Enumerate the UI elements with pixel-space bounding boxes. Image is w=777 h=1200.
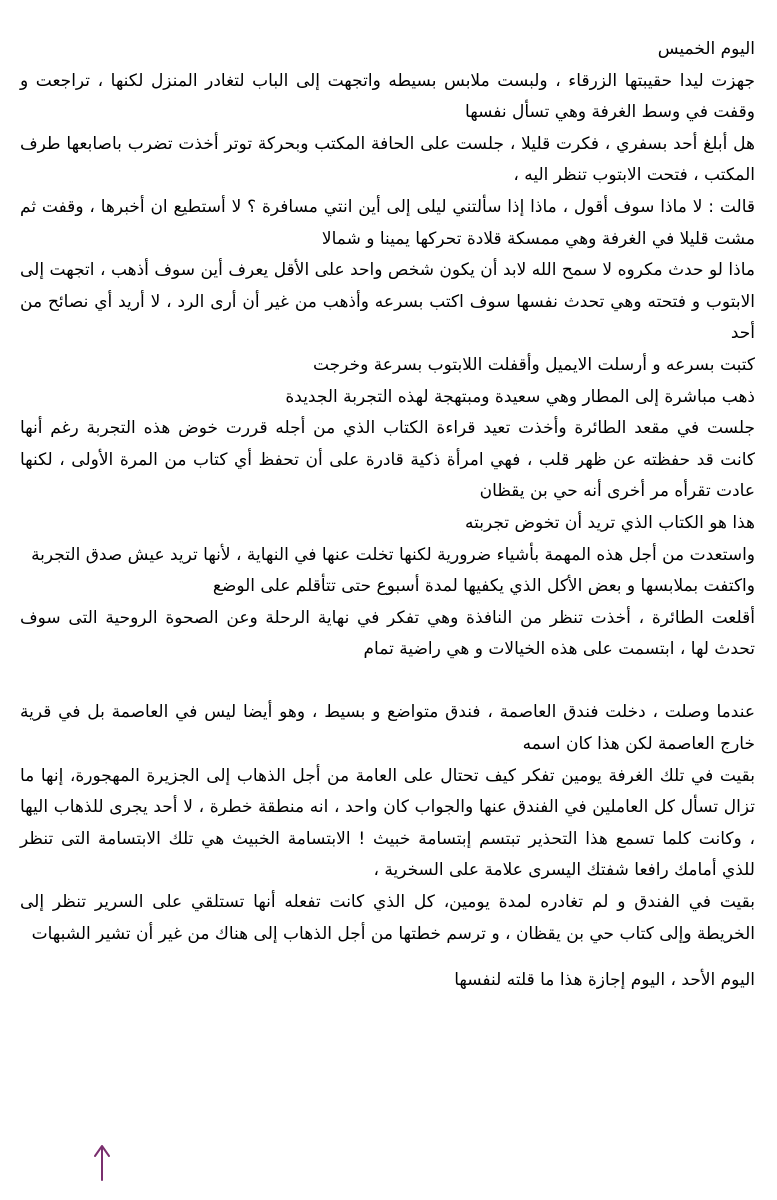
paragraph: ذهب مباشرة إلى المطار وهي سعيدة ومبتهجة لهذه التجربة الجديدة [285,386,755,407]
paragraph: قالت : لا ماذا سوف أقول ، ماذا إذا سألتني ليلى إلى أين انتي مسافرة ؟ لا أستطيع ان أخبرها ، وقفت ثم مشت قليلا في الغرفة وهي ممسكة قلادة تحركها يمينا و شمالا [20,196,755,249]
handwritten-arrow-icon [90,1142,114,1182]
paragraph: بقيت في تلك الغرفة يومين تفكر كيف تحتال على العامة من أجل الذهاب إلى الجزيرة المهجورة، إنها ما تزال تسأل كل العاملين في الفندق عنها والجواب كان واحد ، انه منطقة خطرة ، لا أحد يجرى للذهاب اليها ، وكانت كلما تسمع هذا التحذير تبتسم إبتسامة خبيث ! الابتسامة الخبيث هي تلك الابتسامة التى تنظر للذي أمامك رافعا شفتك اليسرى علامة على السخرية ، [20,765,755,881]
paragraph: واكتفت بملابسها و بعض الأكل الذي يكفيها لمدة أسبوع حتى تتأقلم على الوضع [212,576,755,597]
paragraph: أقلعت الطائرة ، أخذت تنظر من النافذة وهي تفكر في نهاية الرحلة وعن الصحوة الروحية التى سوف تحدث لها ، ابتسمت على هذه الخيالات و هي راضية تمام [20,607,755,660]
paragraph: بقيت في الفندق و لم تغادره لمدة يومين، كل الذي كانت تفعله أنها تستلقي على السرير تنظر إلى الخريطة وإلى كتاب حي بن يقظان ، و ترسم خطتها من أجل الذهاب إلى هناك من غير أن تشير الشبهات [20,892,755,944]
paragraph: عندما وصلت ، دخلت فندق العاصمة ، فندق متواضع و بسيط ، وهو أيضا ليس في العاصمة بل في قرية خارج العاصمة لكن هذا كان اسمه [20,702,755,755]
blank-line [20,950,755,965]
blank-line [20,666,755,698]
paragraph: ماذا لو حدث مكروه لا سمح الله لابد أن يكون شخص واحد على الأقل يعرف أين سوف أذهب ، اتجهت إلى الابتوب و فتحته وهي تحدث نفسها سوف اكتب بسرعه وأذهب من غير أن أرى الرد ، لا أريد أي نصائح من أحد [20,260,755,344]
paragraph: واستعدت من أجل هذه المهمة بأشياء ضرورية لكنها تخلت عنها في النهاية ، لأنها تريد عيش صدق التجربة [31,544,755,565]
document-body [20,34,755,997]
paragraph: جلست في مقعد الطائرة وأخذت تعيد قراءة الكتاب الذي من أجله قررت خوض هذه التجربة رغم أنها كانت قد حفظته عن ظهر قلب ، فهي امرأة ذكية قادرة على أن تحفظ أي كتاب من المرة الأولى ، لكنها عادت تقرأه مر أخرى أنه حي بن يقظان [20,418,755,502]
paragraph: هذا هو الكتاب الذي تريد أن تخوض تجربته [465,512,755,533]
paragraph: كتبت بسرعه و أرسلت الايميل وأقفلت اللابتوب بسرعة وخرجت [312,354,755,375]
paragraph-day-thursday: اليوم الخميس [657,39,755,59]
paragraph: هل أبلغ أحد بسفري ، فكرت قليلا ، جلست على الحافة المكتب وبحركة توتر أخذت تضرب باصابعها طرف المكتب ، فتحت الابتوب تنظر اليه ، [20,133,755,186]
paragraph-day-sunday: اليوم الأحد ، اليوم إجازة هذا ما قلته لنفسها [454,970,755,991]
paragraph: جهزت ليدا حقيبتها الزرقاء ، ولبست ملابس بسيطه واتجهت إلى الباب لتغادر المنزل لكنها ، تراجعت و وقفت في وسط الغرفة وهي تسأل نفسها [20,70,755,123]
